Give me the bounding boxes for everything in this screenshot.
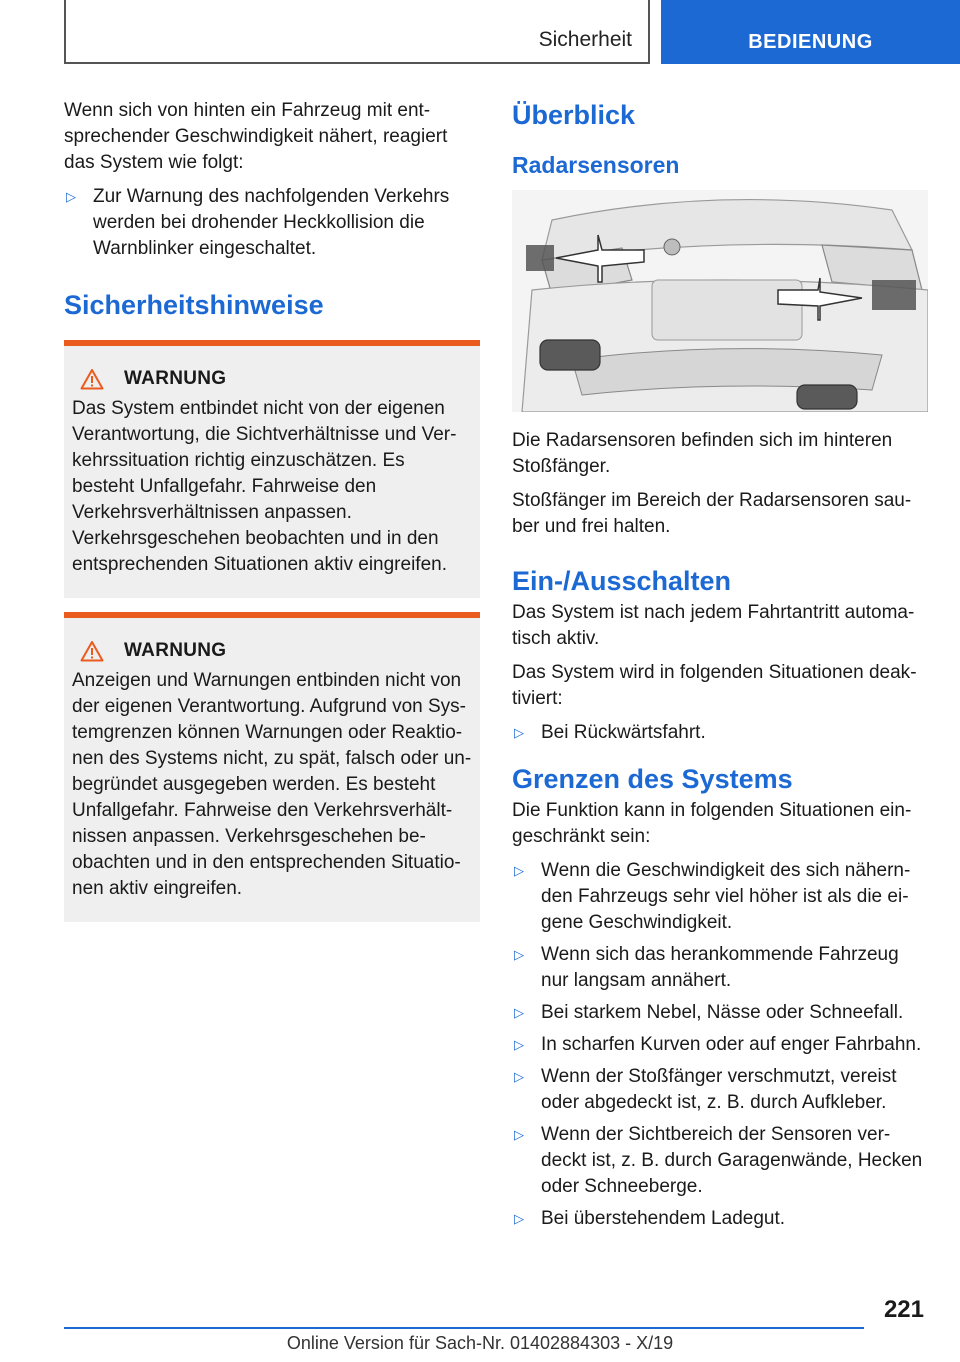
header-section-box [64,0,650,64]
intro-paragraph: Wenn sich von hinten ein Fahrzeug mit entsprechender Geschwindigkeit nähert, reagiert das System wie folgt: [64,100,448,173]
warning-triangle-icon [80,640,104,662]
list-item: ▷ Bei starkem Nebel, Nässe oder Schneefall. [512,1000,928,1026]
limits-bullet-list [512,858,928,1232]
radar-paragraph-1: Die Radarsensoren befinden sich im hinteren Stoßfänger. [512,430,893,477]
list-item: ▷ Wenn sich das herankommende Fahrzeug nur langsam annähert. [514,944,899,991]
list-item: ▷ Zur Warnung des nachfolgenden Verkehrs werden bei drohender Heckkollision die Warnblinker eingeschaltet. [66,186,450,259]
list-item: ▷ Bei überstehendem Ladegut. [512,1206,928,1232]
overview-heading: Überblick [512,100,636,130]
intro-bullet-list [64,184,480,262]
warning-text: Anzeigen und Warnungen entbinden nicht von der eigenen Verantwortung. Aufgrund von Systemgrenzen können Warnungen oder Reaktionen des Systems nicht, zu spät, falsch oder unbegründet ausgegeben werden. Es besteht Unfallgefahr. Fahrweise den Verkehrsverhältnissen anpassen. Verkehrsgeschehen beobachten und in den entsprechenden Situationen aktiv eingreifen. [72,670,472,899]
rear-bumper-figure [512,190,928,412]
onoff-heading: Ein-/Ausschalten [512,566,732,596]
footer-version-text: Online Version für Sach-Nr. 01402884303 - X/19 [286,1333,674,1353]
list-item: ▷ Wenn der Stoßfänger verschmutzt, vereist oder abgedeckt ist, z. B. durch Aufkleber. [514,1066,897,1113]
footer-divider [64,1327,864,1329]
limits-heading: Grenzen des Systems [512,764,793,794]
chapter-title: BEDIENUNG [748,31,873,53]
warning-triangle-icon [80,368,104,390]
left-column [64,98,480,922]
warning-title: WARNUNG [124,368,227,389]
warning-title: WARNUNG [124,640,227,661]
triangle-bullet-icon: ▷ [66,189,76,204]
safety-heading: Sicherheitshinweise [64,290,324,320]
triangle-bullet-icon: ▷ [514,1211,524,1226]
onoff-paragraph-2: Das System wird in folgenden Situationen deaktiviert: [512,662,917,709]
radar-heading: Radarsensoren [512,152,680,178]
warning-box [64,612,480,922]
warning-text: Das System entbindet nicht von der eigenen Verantwortung, die Sichtverhältnisse und Verkehrssituation richtig einzuschätzen. Es besteht Unfallgefahr. Fahrweise den Verkehrsverhältnissen anpassen. Verkehrsgeschehen beobachten und in den entsprechenden Situationen aktiv eingreifen. [72,398,457,575]
triangle-bullet-icon: ▷ [514,1037,524,1052]
list-item: ▷ In scharfen Kurven oder auf enger Fahrbahn. [512,1032,928,1058]
onoff-paragraph-1: Das System ist nach jedem Fahrtantritt automatisch aktiv. [512,602,915,649]
triangle-bullet-icon: ▷ [514,1005,524,1020]
right-column [512,98,928,1238]
onoff-bullet-list [512,720,928,746]
list-item: ▷ Wenn die Geschwindigkeit des sich nähernden Fahrzeugs sehr viel höher ist als die eigene Geschwindigkeit. [514,860,911,933]
page-number: 221 [883,1296,924,1323]
chapter-tab[interactable] [661,0,960,64]
limits-paragraph: Die Funktion kann in folgenden Situationen eingeschränkt sein: [512,800,912,847]
radar-paragraph-2: Stoßfänger im Bereich der Radarsensoren sauber und frei halten. [512,490,912,537]
triangle-bullet-icon: ▷ [514,947,524,962]
list-item: ▷ Bei Rückwärtsfahrt. [512,720,928,746]
triangle-bullet-icon: ▷ [514,1127,524,1142]
list-item: ▷ Wenn der Sichtbereich der Sensoren verdeckt ist, z. B. durch Garagenwände, Hecken oder Schneeberge. [514,1124,923,1197]
triangle-bullet-icon: ▷ [514,725,524,740]
section-title: Sicherheit [538,28,632,51]
warning-box [64,340,480,598]
triangle-bullet-icon: ▷ [514,1069,524,1084]
triangle-bullet-icon: ▷ [514,863,524,878]
